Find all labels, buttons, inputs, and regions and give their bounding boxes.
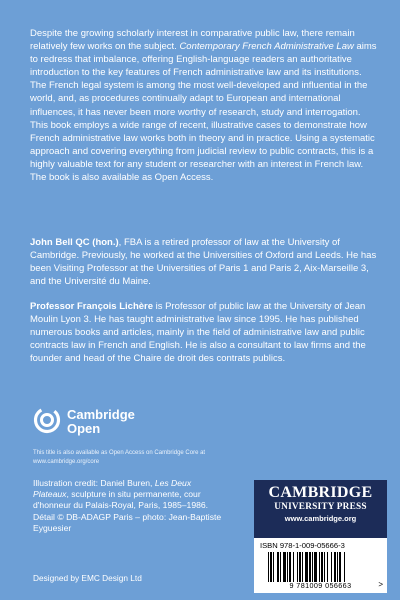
barcode-area	[254, 538, 387, 593]
open-logo-line2: Open	[67, 421, 101, 436]
book-description	[30, 27, 378, 184]
designer-credit: Designed by EMC Design Ltd	[33, 573, 142, 583]
publisher-press: UNIVERSITY PRESS	[274, 502, 367, 512]
barcode-chevron: >	[378, 580, 383, 589]
open-access-note: This title is also available as Open Access on Cambridge Core at www.cambridge.org/core	[33, 450, 206, 465]
barcode-image	[268, 552, 372, 582]
book-title: Contemporary French Administrative Law	[179, 41, 354, 53]
cambridge-open-logo	[33, 406, 193, 446]
blurb-part1: Despite the growing scholarly interest in comparative public law, there remain relatively few works on the subject.	[30, 28, 355, 53]
author-bio-text: , FBA is a retired professor of law at the University of Cambridge. Previously, he worked at the Universities of Oxford and Leeds. He has been Visiting Professor at the Universities of Paris 1 and Paris 2, Aix-Marseille 3, and the Université du Maine.	[30, 237, 377, 288]
open-logo-line1: Cambridge	[67, 407, 135, 422]
open-logo-text	[67, 408, 135, 436]
author-name: John Bell QC (hon.)	[30, 237, 119, 248]
author-name: Professor François Lichère	[30, 301, 154, 312]
publisher-logo	[254, 480, 387, 538]
open-access-icon	[33, 406, 61, 434]
credit-prefix: Illustration credit: Daniel Buren,	[33, 478, 155, 488]
publisher-url: www.cambridge.org	[284, 514, 357, 523]
illustration-credit	[33, 478, 223, 534]
author-bio-lichere	[30, 300, 378, 365]
publisher-name: CAMBRIDGE	[268, 484, 373, 501]
author-bio-text: is Professor of public law at the University of Jean Moulin Lyon 3. He has taught administrative law since 1995. He has published numerous books and articles, mainly in the field of administrative law and public contracts law in French and English. He is also a consultant to law firms and the founder and head of the Chaire de droit des contrats publics.	[30, 301, 366, 365]
isbn-label: ISBN 978-1-009-05666-3	[260, 541, 345, 550]
author-bio-bell	[30, 236, 378, 288]
credit-work-title: Les Deux Plateaux	[33, 478, 192, 500]
blurb-part2: aims to redress that imbalance, offering English-language readers an authoritative introduction to the key features of French administrative law and its institutions. The French legal system is among the most well-developed and influential in the world, and, as procedures continually adapt to European and international influences, it has never been more worthy of research, study and interrogation. This book employs a wide range of recent, illustrative cases to demonstrate how French administrative law works both in theory and in practice. Using a systematic approach and covering everything from judicial review to public contracts, this is a highly valuable text for any student or researcher with an interest in French law. The book is also available as Open Access.	[30, 41, 377, 184]
credit-rest: , sculpture in situ permanente, cour d'honneur du Palais-Royal, Paris, 1985–1986. Détail © DB-ADAGP Paris – photo: Jean-Baptiste Eyguesier	[33, 489, 222, 533]
barcode-digits: 9 781009 056663	[289, 581, 352, 590]
